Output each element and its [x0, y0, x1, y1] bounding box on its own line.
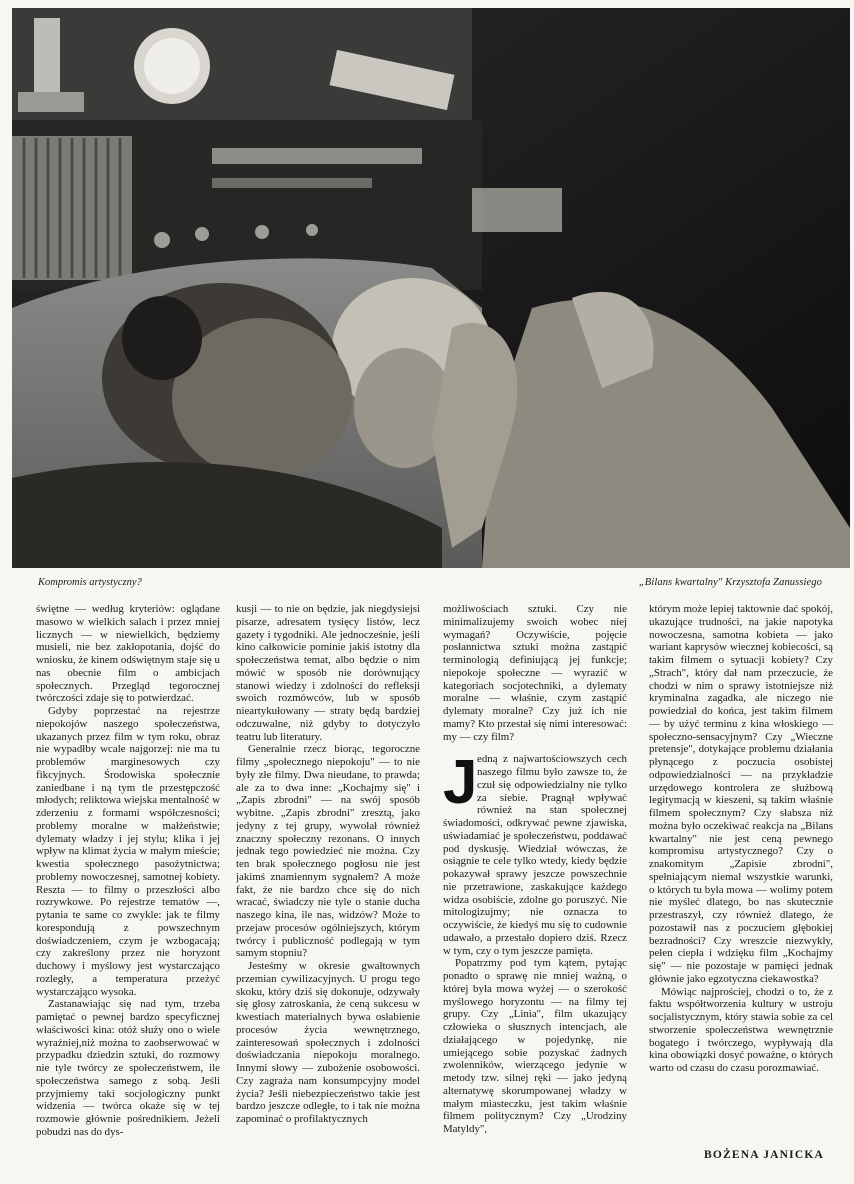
paragraph-text: edną z najwartościowszych cech naszego filmu było zawsze to, że czuł się odpowiedzialny nie tylko za siebie. Pragnął wpływać również na stan społecznej świadomości, odkrywać pewne zjawiska, uświadamiać je społeczeństwu, poddawać pod dyskusję. Wiedział wówczas, że osiągnie te cele tylko wtedy, kiedy będzie pokazywał sprawy jeszcze powszechnie nie przetrawione, zaskakujące każdego widza osobiście, zdolne go poruszyć. Nie mitologizujmy; nie oznacza to oczywiście, że kiedyś mu się to cudownie udawało, a przestało dopiero dziś. Rzecz w tym, czy o tym jeszcze pamięta.	[443, 753, 627, 957]
photo-caption-left: Kompromis artystyczny?	[38, 577, 142, 588]
paragraph: Jesteśmy w okresie gwałtownych przemian cywilizacyjnych. U progu tego skoku, który dziś się dokonuje, odzywały się głosy zatroskania, że ceną sukcesu w kwestiach materialnych bywa osłabienie procesów życia wewnętrznego, zainteresowań społecznych i zdolności doświadczania niepokoju moralnego. Innymi słowy — zubożenie osobowości. Czy zagraża nam konsumpcyjny model życia? Jeśli niebezpieczeństwo takie jest bardzo jeszcze odległe, to i tak nie można zapominać o profilaktycznych	[236, 960, 420, 1125]
paragraph: którym może lepiej taktownie dać spokój, ukazujące trudności, na jakie napotyka nowoczesna, samotna kobieta — jako wariant kaprysów wiecznej kobiecości, są takim filmem o sytuacji kobiety? Czy „Strach", który dał nam przeczucie, że chodzi w nim o sprawy istotniejsze niż kryminalna zagadka, ale niczego nie powiedział do końca, jest takim filmem — by użyć terminu z kina włoskiego — społeczno-sensacyjnym? Czy „Wieczne pretensje", dotykające problemu działania płynącego z poczucia osobistej odpowiedzialności — na przykładzie urzędowego kontrolera ze służbową legitymacją w kieszeni, są takim właśnie filmem społecznym? Czy słabsza niż można było oczekiwać reakcja na „Bilans kwartalny" nie jest ceną pewnego kompromisu artystycznego? Czy o znakomitym „Zapisie zbrodni", spełniającym niemal wszystkie warunki, o których tu była mowa — wolimy potem nie myśleć dlatego, bo nas skutecznie przestraszył, czy również dlatego, że pozostawił nas z poczuciem głębokiej bezradności? Czy wreszcie niezwykły, pełen ciepła i wdzięku film „Kochajmy się" — nie pozostaje w pamięci jednak głównie jako egzotyczna ciekawostka?	[649, 603, 833, 985]
paragraph: kusji — to nie on będzie, jak niegdysiejsi pisarze, adresatem tysięcy listów, lecz gazety i tygodniki. Ale jednocześnie, jeśli kino całkowicie pominie jakiś istotny dla społeczeństwa temat, albo będzie o nim mówić w sposób nie dorównujący stanowi wiedzy i zdolności do refleksji swoich rozmówców, lub w sposób nieartykułowany — straty będą bardziej odczuwalne, niż gdyby to dotyczyło teatru lub literatury.	[236, 603, 420, 743]
article-column-3	[443, 603, 627, 1158]
author-byline: BOŻENA JANICKA	[704, 1149, 824, 1161]
photo-caption-right: „Bilans kwartalny" Krzysztofa Zanussiego	[638, 577, 822, 588]
paragraph: Gdyby poprzestać na rejestrze niepokojów naszego społeczeństwa, ukazanych przez film w tym roku, obraz nie wypadłby wcale najgorzej: nie ma tu problemów marginesowych czy fikcyjnych. Środowiska społecznie zaniedbane i ną tym tle przestępczość młodych; reliktowa wiejska mentalność w zderzeniu z formami współczesności; problemy moralne w małżeństwie; dylematy władzy i jej stylu; klika i jej wpływ na klimat życia w małym mieście; kwestia społecznego pasożytnictwa; problemy nowoczesnej, samotnej kobiety. Reszta — to filmy o przeszłości albo rozrywkowe. Po rejestrze tematów —, pytania te same co zwykle: jak te filmy korespondują z powszechnym doświadczeniem, czym je wzbogacają; czy zakreślony przez nie horyzont duchowy i myślowy jest wystarczająco rozległy, a temperatura przeżyć wystarczająco wysoka.	[36, 705, 220, 998]
paragraph: świętne — według kryteriów: oglądane masowo w wielkich salach i przez mniej licznych — w niewielkich, będziemy musieli, nie bez zakłopotania, dojść do wniosku, że kinem odświętnym staje się u nas obecnie film o ambicjach społecznych. Przegląd tegorocznej twórczości zdaje się to potwierdzać.	[36, 603, 220, 705]
article-column-2	[236, 603, 420, 1158]
paragraph: Popatrzmy pod tym kątem, pytając ponadto o sprawę nie mniej ważną, o której była mowa wyżej — o szerokość myślowego horyzontu — na filmy tej grupy. Czy „Linia", film ukazujący człowieka o słusznych intencjach, ale działającego w pojedynkę, nie umiejącego sobie pozyskać żadnych zwolenników, wierzącego jedynie w metody tzw. silnej ręki — jako jedyną alternatywę skorumpowanej władzy w małym miasteczku, jest takim właśnie filmem politycznym? Czy „Urodziny Matyldy",	[443, 957, 627, 1135]
paragraph: możliwościach sztuki. Czy nie minimalizujemy swoich wobec niej wymagań? Oczywiście, pojęcie posłannictwa sztuki można zastąpić terminologią definiującą jej funkcje; niepokoje społeczne — wyrazić w kategoriach socjotechniki, a dylematy moralne — właśnie, czym zastąpić dylematy moralne? Czy już ich nie mamy? Kto przestał się nimi interesować: my — czy film?	[443, 603, 627, 743]
drop-cap: J	[443, 748, 478, 818]
paragraph: Zastanawiając się nad tym, trzeba pamiętać o pewnej bardzo specyficznej właściwości kina: otóż służy ono o wiele wyraźniej,niż można to zaobserwować w przypadku dziedzin sztuki, do rozmowy nie tyle twórcy ze społeczeństwem, ile społeczeństwa samego z sobą. Jeśli przyjmiemy taki socjologiczny punkt widzenia — twórca okaże się w tej rozmowie głównie pośrednikiem. Jeżeli pobudzi nas do dys-	[36, 998, 220, 1138]
article-body	[36, 603, 833, 1163]
paragraph: Generalnie rzecz biorąc, tegoroczne filmy „społecznego niepokoju" — to nie były złe filmy. Dwa nieudane, to prawda; ale za to dwa inne: „Kochajmy się" i „Zapis zbrodni" — na swój sposób wybitne. „Zapis zbrodni" zresztą, jako jedyny z tej grupy, wywołał również znaczny społeczny rezonans. O innych jednak tego powiedzieć nie można. Czy ten brak społecznego pogłosu nie jest jakimś znamiennym sygnałem? A może fakt, że nie bardzo chce się do nich wracać, świadczy nie tyle o stanie ducha naszego kina, ile nas, widzów? Może to przejaw procesów ogólniejszych, którym twórcy i publiczność podlegają w tym samym stopniu?	[236, 743, 420, 960]
article-column-1	[36, 603, 220, 1158]
paragraph-with-dropcap	[443, 748, 627, 957]
paragraph: Mówiąc najprościej, chodzi o to, że z faktu współtworzenia kultury w ustroju socjalistycznym, który stawia sobie za cel stworzenie społeczeństwa wewnętrznie bogatego i twórczego, wypływają dla kina obowiązki dosyć poważne, o których warto od czasu do czasu porozmawiać.	[649, 985, 833, 1074]
film-still-photo-icon	[12, 8, 850, 568]
film-still-photo	[12, 8, 850, 568]
article-column-4	[649, 603, 833, 1158]
